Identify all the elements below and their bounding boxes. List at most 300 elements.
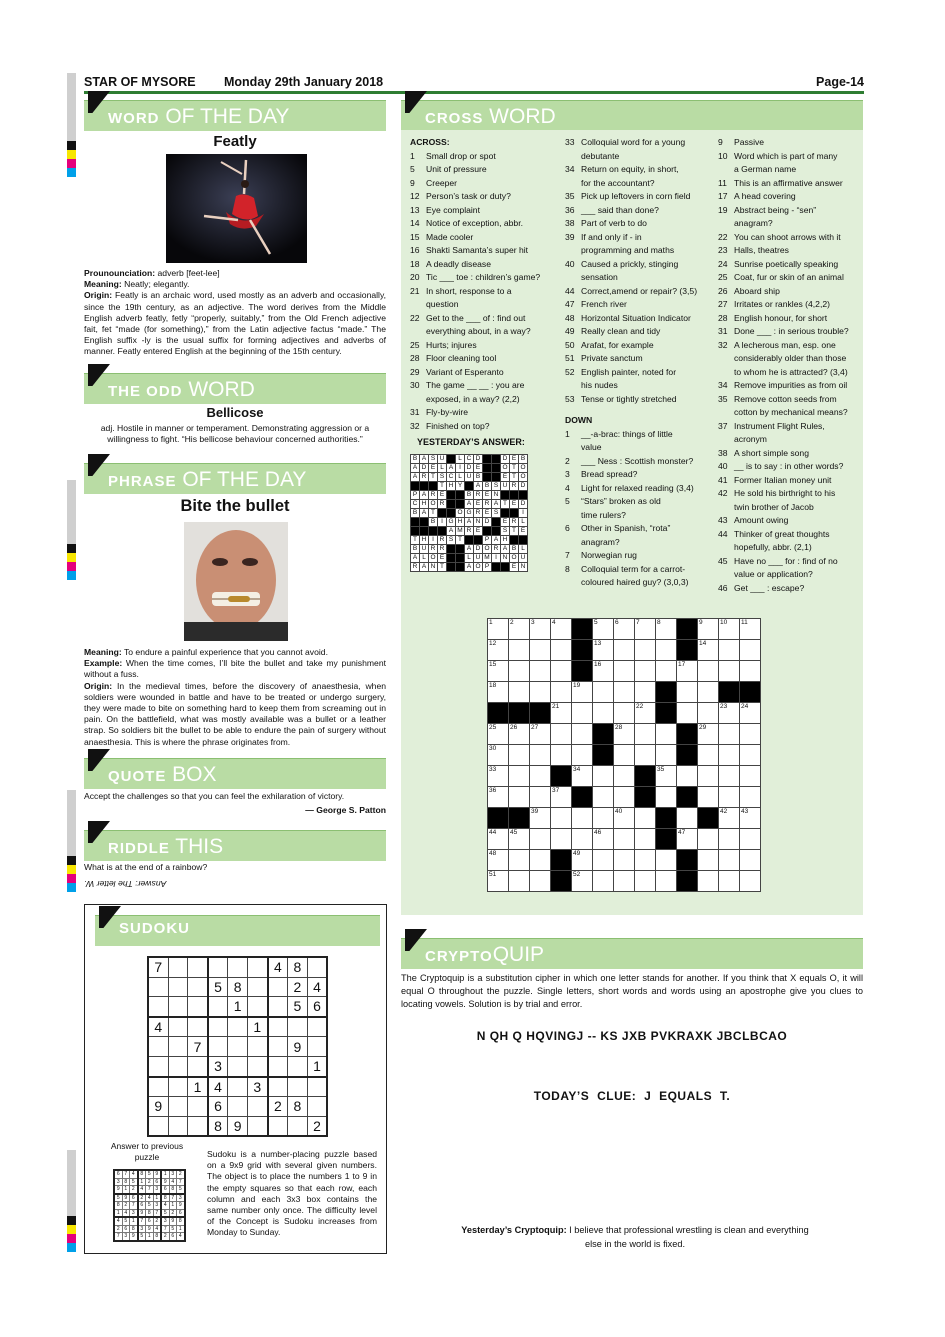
sudoku-cell[interactable]: 5 [288,997,308,1017]
clue-row: considerably older than those [734,353,847,363]
crossword-cell[interactable] [635,871,656,892]
clue-row: programming and maths [581,245,675,255]
crossword-cell[interactable] [530,640,551,661]
sudoku-cell[interactable]: 1 [228,997,248,1017]
sudoku-answer-cell: 3 [169,1170,177,1178]
sudoku-cell[interactable]: 1 [247,1017,267,1037]
sudoku-cell[interactable] [168,1097,188,1117]
yesterday-cell: N [429,563,438,572]
crossword-cell[interactable] [635,661,656,682]
sudoku-cell[interactable] [188,957,208,977]
clue-row: value or application? [734,569,813,579]
crossword-cell[interactable]: 7 [635,619,656,640]
sudoku-cell[interactable] [247,1116,267,1136]
crossword-cell[interactable] [635,724,656,745]
sudoku-cell[interactable]: 7 [188,1037,208,1057]
yesterday-cell: R [483,500,492,509]
crossword-cell[interactable] [719,724,740,745]
crossword-cell[interactable] [740,871,761,892]
crossword-cell[interactable]: 49 [572,850,593,871]
sudoku-cell[interactable]: 3 [247,1077,267,1097]
clue-row: 37 Instrument Flight Rules, [718,420,825,431]
crossword-cell[interactable]: 44 [488,829,509,850]
crossword-cell[interactable] [635,682,656,703]
crossword-cell[interactable]: 33 [488,766,509,787]
sudoku-cell[interactable] [307,1037,327,1057]
crossword-cell[interactable]: 36 [488,787,509,808]
crossword-cell[interactable]: 52 [572,871,593,892]
crossword-cell[interactable]: 28 [614,724,635,745]
registration-cyan [67,883,76,892]
crossword-cell[interactable] [530,682,551,703]
clue-row: 32 A lecherous man, esp. one [718,339,836,350]
crossword-cell [551,766,572,787]
sudoku-cell[interactable] [188,1017,208,1037]
crossword-cell[interactable] [530,871,551,892]
sudoku-cell[interactable] [168,997,188,1017]
crossword-cell[interactable]: 17 [677,661,698,682]
sudoku-cell[interactable]: 8 [288,1097,308,1117]
sudoku-cell[interactable] [268,1056,288,1076]
sudoku-cell[interactable] [188,1097,208,1117]
crossword-cell[interactable]: 37 [551,787,572,808]
yesterday-cell: E [474,464,483,473]
sudoku-answer-cell: 7 [130,1202,138,1210]
sudoku-cell[interactable]: 4 [268,957,288,977]
yesterday-cell: C [411,500,420,509]
crossword-cell[interactable]: 21 [551,703,572,724]
sudoku-cell[interactable] [288,1056,308,1076]
sudoku-cell[interactable] [288,1077,308,1097]
clue-row: to whom he is attracted? (3,4) [734,366,848,377]
yesterday-cell: H [420,500,429,509]
crossword-cell[interactable]: 5 [593,619,614,640]
yesterday-cell: A [420,491,429,500]
sudoku-grid[interactable] [147,956,328,1137]
crossword-cell[interactable] [656,871,677,892]
crossword-cell[interactable]: 1 [488,619,509,640]
crossword-cell[interactable] [509,871,530,892]
crossword-grid[interactable] [487,618,761,892]
yesterday-cell: A [465,563,474,572]
clue-row: 5 “Stars” broken as old [565,496,661,506]
crossword-cell[interactable]: 47 [677,829,698,850]
crossword-cell[interactable]: 18 [488,682,509,703]
sudoku-answer-cell: 6 [130,1194,138,1202]
crossword-cell[interactable] [572,724,593,745]
sudoku-cell[interactable]: 5 [208,977,228,997]
crossword-cell[interactable] [698,766,719,787]
sudoku-cell[interactable]: 9 [148,1097,168,1117]
crossword-cell[interactable] [635,808,656,829]
crossword-cell[interactable]: 15 [488,661,509,682]
yesterday-cell [411,518,420,527]
sudoku-cell[interactable] [247,1097,267,1117]
crossword-cell[interactable] [593,808,614,829]
crossword-cell[interactable] [698,703,719,724]
crossword-cell[interactable] [593,871,614,892]
sudoku-cell[interactable]: 9 [228,1116,248,1136]
sudoku-cell[interactable]: 9 [288,1037,308,1057]
crossword-cell[interactable]: 39 [530,808,551,829]
yesterday-cell [492,455,501,464]
crossword-cell[interactable]: 30 [488,745,509,766]
clue-row: exposed, in a way? (2,2) [426,393,520,404]
sudoku-cell[interactable] [188,977,208,997]
crossword-cell[interactable] [551,829,572,850]
crossword-cell[interactable] [677,682,698,703]
crossword-cell[interactable]: 46 [593,829,614,850]
crossword-cell[interactable] [656,745,677,766]
crossword-cell[interactable]: 24 [740,703,761,724]
sudoku-cell[interactable] [148,1077,168,1097]
crossword-cell[interactable]: 12 [488,640,509,661]
sudoku-cell[interactable] [148,977,168,997]
sudoku-cell[interactable]: 4 [307,977,327,997]
potd-header: PHRASE OF THE DAY [84,463,386,494]
crossword-cell[interactable]: 29 [698,724,719,745]
clue-row: 25 Coat, fur or skin of an animal [718,272,844,282]
crossword-cell[interactable] [719,766,740,787]
sudoku-cell[interactable]: 4 [208,1077,228,1097]
yesterday-cell: P [483,563,492,572]
crossword-cell[interactable]: 43 [740,808,761,829]
crossword-cell[interactable] [593,850,614,871]
crossword-cell[interactable] [614,766,635,787]
crossword-cell[interactable] [698,745,719,766]
crossword-cell[interactable] [614,871,635,892]
crossword-cell[interactable] [551,640,572,661]
crossword-cell[interactable] [530,766,551,787]
crossword-cell[interactable]: 40 [614,808,635,829]
crossword-cell[interactable]: 11 [740,619,761,640]
yesterday-cell: H [447,482,456,491]
sudoku-cell[interactable] [228,957,248,977]
crossword-cell[interactable] [719,787,740,808]
yesterday-cell: O [457,509,463,516]
crossword-cell[interactable] [530,787,551,808]
yesterday-cell: A [465,518,474,527]
crossword-cell[interactable] [509,661,530,682]
sudoku-cell[interactable]: 8 [288,957,308,977]
crossword-cell[interactable] [551,745,572,766]
sudoku-answer-cell: 9 [146,1225,154,1233]
yesterday-cell: S [492,509,501,518]
crossword-cell[interactable] [593,682,614,703]
sudoku-cell[interactable] [188,1116,208,1136]
flag-icon [88,454,110,476]
sudoku-answer-cell: 2 [138,1194,146,1202]
crossword-cell[interactable] [509,745,530,766]
crossword-cell[interactable] [572,808,593,829]
sudoku-cell[interactable]: 2 [307,1116,327,1136]
sudoku-cell[interactable] [168,1077,188,1097]
crossword-cell[interactable]: 8 [656,619,677,640]
crossword-cell[interactable] [656,661,677,682]
crossword-cell[interactable] [572,703,593,724]
sudoku-cell[interactable] [288,1017,308,1037]
crossword-cell[interactable] [740,850,761,871]
sudoku-answer-cell: 6 [122,1225,130,1233]
crossword-cell[interactable] [635,745,656,766]
crossword-cell[interactable] [740,766,761,787]
sudoku-cell[interactable] [247,1037,267,1057]
sudoku-cell[interactable] [307,1097,327,1117]
crossword-cell[interactable] [509,640,530,661]
crossword-cell[interactable] [719,745,740,766]
crossword-cell[interactable] [635,850,656,871]
sudoku-cell[interactable] [188,1056,208,1076]
crossword-cell[interactable] [614,850,635,871]
sudoku-cell[interactable] [168,1017,188,1037]
sudoku-answer-cell: 6 [114,1170,122,1178]
sudoku-cell[interactable]: 6 [307,997,327,1017]
sudoku-cell[interactable] [148,1037,168,1057]
crossword-cell[interactable] [530,829,551,850]
crossword-cell[interactable] [530,850,551,871]
crossword-cell[interactable] [551,724,572,745]
yesterday-cell: L [420,554,429,563]
sudoku-cell[interactable] [228,1077,248,1097]
crossword-cell[interactable]: 23 [719,703,740,724]
sudoku-cell[interactable] [168,977,188,997]
crossword-cell[interactable] [740,724,761,745]
crossword-cell[interactable] [740,661,761,682]
crossword-cell[interactable] [614,661,635,682]
sudoku-cell[interactable] [168,1037,188,1057]
crossword-cell[interactable] [656,787,677,808]
crossword-cell [593,745,614,766]
sudoku-cell[interactable] [268,1037,288,1057]
crossword-cell[interactable] [509,787,530,808]
yesterday-cell: T [429,509,438,518]
crossword-cell[interactable] [740,829,761,850]
sudoku-answer-cell: 2 [161,1233,169,1241]
sudoku-cell[interactable] [228,1037,248,1057]
crossword-cell[interactable]: 2 [509,619,530,640]
crossword-cell[interactable] [677,703,698,724]
crossword-cell[interactable] [509,766,530,787]
sudoku-cell[interactable]: 2 [288,977,308,997]
yesterday-cell: O [520,464,526,471]
crossword-cell[interactable] [593,703,614,724]
crossword-cell[interactable]: 22 [635,703,656,724]
crossword-cell[interactable]: 10 [719,619,740,640]
crossword-cell[interactable] [593,787,614,808]
crossword-cell[interactable] [551,808,572,829]
crossword-cell[interactable] [698,682,719,703]
sudoku-cell[interactable] [247,997,267,1017]
sudoku-cell[interactable] [307,957,327,977]
sudoku-answer-cell: 7 [153,1209,161,1217]
crossword-cell[interactable]: 19 [572,682,593,703]
crossword-cell[interactable] [698,850,719,871]
crossword-cell[interactable] [614,787,635,808]
sudoku-cell[interactable]: 8 [208,1116,228,1136]
sudoku-cell[interactable] [247,957,267,977]
crossword-cell[interactable] [698,661,719,682]
sudoku-cell[interactable] [268,997,288,1017]
yesterday-cell [447,554,456,563]
registration-cyan [67,1243,76,1252]
clue-row: 1 __-a-brac: things of little [565,428,673,439]
crossword-cell[interactable]: 34 [572,766,593,787]
sudoku-cell[interactable]: 4 [148,1017,168,1037]
yesterday-cell: A [420,509,429,518]
sudoku-cell[interactable] [268,977,288,997]
crossword-cell [656,703,677,724]
yesterday-cell: L [456,473,465,482]
crossword-cell[interactable] [677,766,698,787]
yesterday-cell: R [411,563,420,572]
yesterday-cell: E [510,500,519,509]
crossword-cell[interactable] [719,640,740,661]
crossword-cell[interactable] [740,787,761,808]
sudoku-cell[interactable] [168,957,188,977]
crossword-cell[interactable] [614,682,635,703]
crossword-cell[interactable] [635,640,656,661]
crossword-cell[interactable]: 6 [614,619,635,640]
sudoku-cell[interactable] [247,977,267,997]
crossword-cell[interactable]: 25 [488,724,509,745]
crossword-cell[interactable] [698,787,719,808]
clue-row: 35 Pick up leftovers in corn field [565,191,691,201]
crossword-cell[interactable]: 35 [656,766,677,787]
yesterday-cell: B [474,473,483,482]
sudoku-cell[interactable] [188,997,208,1017]
clues-down [718,136,863,595]
crossword-cell[interactable]: 45 [509,829,530,850]
clue-row: 19 Abstract being - “sen” [718,204,817,215]
crossword-cell[interactable]: 26 [509,724,530,745]
yesterday-cell: I [429,536,438,545]
crossword-cell[interactable] [740,745,761,766]
sudoku-answer-cell: 8 [114,1202,122,1210]
yesterday-cell: T [438,482,447,491]
yesterday-cell: E [501,518,510,527]
crossword-cell[interactable] [635,829,656,850]
yesterday-cell: E [483,509,492,518]
clue-row: 7 Norwegian rug [565,550,637,560]
crossword-cell[interactable] [656,640,677,661]
crossword-cell[interactable] [614,640,635,661]
sudoku-cell[interactable] [148,1116,168,1136]
sudoku-cell[interactable] [247,1056,267,1076]
sudoku-cell[interactable] [148,1056,168,1076]
sudoku-cell[interactable] [268,1116,288,1136]
yesterday-cell: I [519,509,528,518]
crossword-cell[interactable]: 42 [719,808,740,829]
sudoku-cell[interactable] [307,1077,327,1097]
crossword-cell[interactable]: 13 [593,640,614,661]
sudoku-cell[interactable]: 2 [268,1097,288,1117]
sudoku-cell[interactable] [268,1077,288,1097]
crossword-cell[interactable]: 48 [488,850,509,871]
yesterday-cell: P [411,491,420,500]
crossword-cell [677,787,698,808]
crossword-cell[interactable] [719,829,740,850]
sudoku-answer-cell: 1 [130,1217,138,1225]
crossword-cell[interactable]: 51 [488,871,509,892]
crossword-cell[interactable] [614,703,635,724]
crossword-cell[interactable]: 14 [698,640,719,661]
clue-row: a German name [734,164,797,174]
sudoku-cell[interactable] [288,1116,308,1136]
crossword-cell[interactable] [656,724,677,745]
crossword-cell[interactable] [698,871,719,892]
sudoku-cell[interactable] [148,997,168,1017]
crossword-cell[interactable] [698,829,719,850]
crossword-cell[interactable] [551,682,572,703]
sudoku-cell[interactable] [208,997,228,1017]
sudoku-cell[interactable]: 8 [228,977,248,997]
clue-row: 52 English painter, noted for [565,366,677,377]
sudoku-cell[interactable] [208,1017,228,1037]
sudoku-cell[interactable] [228,1017,248,1037]
sudoku-cell[interactable] [168,1116,188,1136]
sudoku-answer-cell: 7 [146,1186,154,1194]
crossword-cell[interactable] [593,766,614,787]
yesterday-cell: N [492,491,501,500]
sudoku-cell[interactable] [208,1037,228,1057]
crossword-cell[interactable] [656,850,677,871]
sudoku-cell[interactable] [228,1056,248,1076]
yesterday-cell: T [438,563,447,572]
sudoku-cell[interactable]: 1 [188,1077,208,1097]
crossword-cell[interactable]: 3 [530,619,551,640]
sudoku-cell[interactable] [307,1017,327,1037]
crossword-cell[interactable] [572,745,593,766]
sudoku-cell[interactable]: 6 [208,1097,228,1117]
crossword-cell [572,619,593,640]
crossword-cell[interactable] [677,808,698,829]
sudoku-cell[interactable] [208,957,228,977]
crossword-cell[interactable] [551,661,572,682]
sudoku-cell[interactable] [168,1056,188,1076]
flag-icon [88,749,110,771]
crossword-cell[interactable] [530,661,551,682]
sudoku-answer-cell: 4 [146,1194,154,1202]
crossword-cell[interactable] [719,661,740,682]
sudoku-answer-cell: 7 [122,1170,130,1178]
crossword-cell[interactable] [614,745,635,766]
crossword-cell[interactable] [530,745,551,766]
registration-grey [67,73,76,141]
crossword-cell[interactable] [719,850,740,871]
yesterday-cell: R [510,518,519,527]
crossword-cell[interactable] [719,871,740,892]
sudoku-cell[interactable] [228,1097,248,1117]
sudoku-cell[interactable] [268,1017,288,1037]
sudoku-cell[interactable]: 7 [148,957,168,977]
registration-yellow [67,865,76,874]
crossword-cell[interactable] [740,640,761,661]
crossword-cell[interactable]: 16 [593,661,614,682]
sudoku-answer-cell: 8 [161,1194,169,1202]
sudoku-cell[interactable]: 3 [208,1056,228,1076]
yesterday-cell: E [510,563,519,572]
crossword-cell[interactable] [614,829,635,850]
yesterday-cell [492,563,501,572]
crossword-cell[interactable] [572,829,593,850]
crossword-cell[interactable]: 27 [530,724,551,745]
crossword-cell[interactable] [509,850,530,871]
sudoku-cell[interactable]: 1 [307,1056,327,1076]
crossword-cell[interactable]: 9 [698,619,719,640]
crossword-cell[interactable] [509,682,530,703]
crossword-cell[interactable]: 4 [551,619,572,640]
yesterday-cell: R [465,527,474,536]
